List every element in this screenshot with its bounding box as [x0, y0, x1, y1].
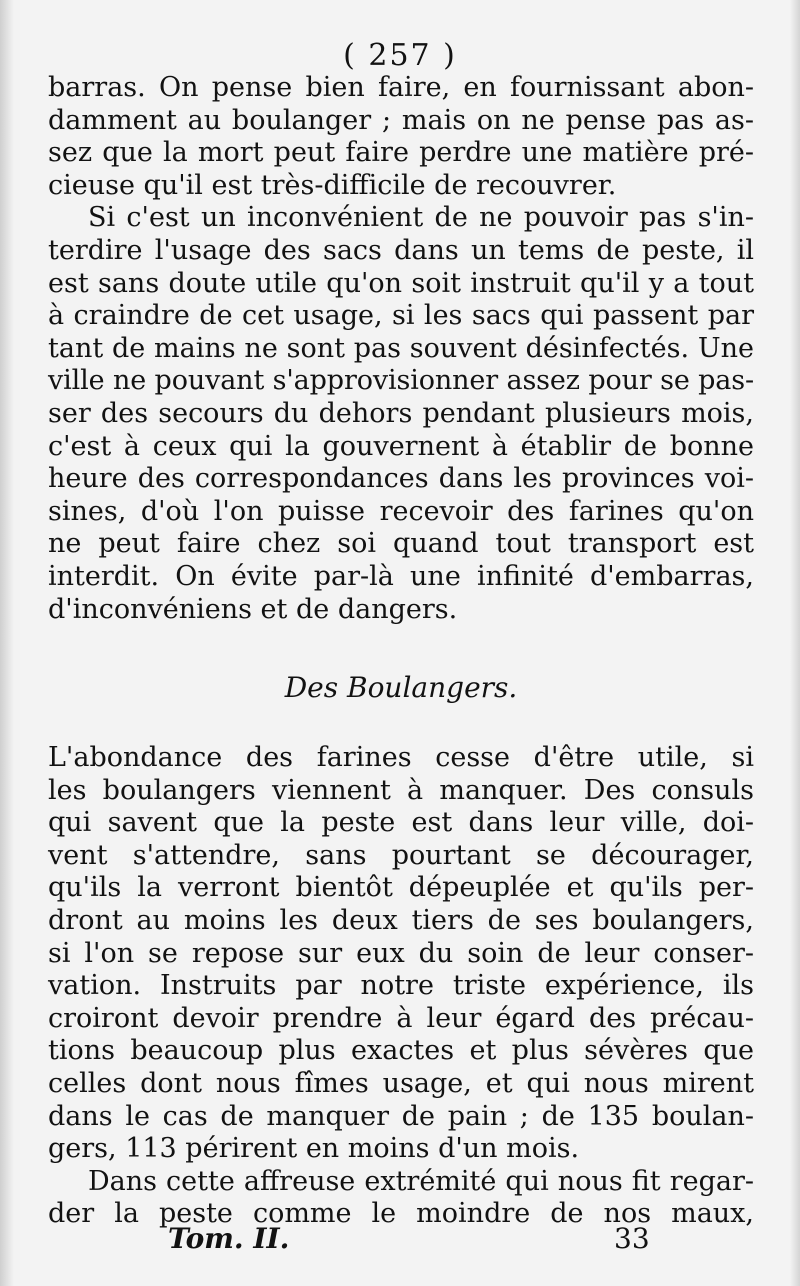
text-line: terdire l'usage des sacs dans un tems de peste, il: [48, 234, 754, 266]
text-line: Si c'est un inconvénient de ne pouvoir pas s'in-: [88, 202, 754, 234]
text-line: sez que la mort peut faire perdre une matière pré-: [48, 137, 754, 169]
text-line: est sans doute utile qu'on soit instruit qu'il y a tout: [48, 267, 754, 299]
text-line: croiront devoir prendre à leur égard des précau-: [48, 1002, 754, 1034]
text-line: gers, 113 périrent en moins d'un mois.: [48, 1133, 580, 1165]
text-line: cieuse qu'il est très-difficile de recouvrer.: [48, 169, 617, 201]
tome-label: Tom. II.: [168, 1222, 290, 1255]
page-number: ( 257 ): [343, 38, 457, 73]
text-line: ser des secours du dehors pendant plusieurs mois,: [48, 397, 754, 429]
text-line: Dans cette affreuse extrémité qui nous fit regar-: [88, 1165, 754, 1197]
section-heading: Des Boulangers.: [284, 671, 518, 705]
text-line: barras. On pense bien faire, en fournissant abon-: [48, 72, 754, 103]
paragraph-2: [48, 202, 754, 626]
body-text: [48, 72, 754, 1231]
page-edge-left: [0, 0, 14, 1286]
paragraph-1: [48, 72, 754, 202]
text-line: damment au boulanger ; mais on ne pense pas as-: [48, 104, 754, 136]
text-line: qu'ils la verront bientôt dépeuplée et qu'ils per-: [48, 872, 754, 904]
paragraph-3: [48, 742, 754, 1166]
text-line: à craindre de cet usage, si les sacs qui passent par: [48, 300, 754, 332]
text-line: heure des correspondances dans les provinces voi-: [48, 463, 754, 495]
text-line: vation. Instruits par notre triste expérience, ils: [48, 970, 754, 1002]
text-line: vent s'attendre, sans pourtant se décourager,: [48, 839, 754, 871]
text-line: interdit. On évite par-là une infinité d'embarras,: [48, 560, 754, 592]
text-line: qui savent que la peste est dans leur ville, doi-: [48, 807, 754, 839]
text-line: dront au moins les deux tiers de ses boulangers,: [48, 905, 754, 937]
text-line: d'inconvéniens et de dangers.: [48, 593, 458, 625]
signature-mark: 33: [614, 1222, 650, 1255]
text-line: der la peste comme le moindre de nos maux,: [48, 1198, 754, 1230]
text-line: les boulangers viennent à manquer. Des consuls: [48, 774, 754, 806]
text-line: ne peut faire chez soi quand tout transport est: [48, 528, 754, 560]
text-line: dans le cas de manquer de pain ; de 135 boulan-: [48, 1100, 754, 1132]
text-line: L'abondance des farines cesse d'être utile, si: [48, 742, 754, 774]
text-line: ville ne pouvant s'approvisionner assez pour se pas-: [48, 365, 755, 397]
text-line: tant de mains ne sont pas souvent désinfectés. Une: [48, 332, 754, 364]
text-line: sines, d'où l'on puisse recevoir des farines qu'on: [48, 495, 754, 527]
text-line: celles dont nous fîmes usage, et qui nous mirent: [48, 1068, 754, 1100]
text-line: c'est à ceux qui la gouvernent à établir de bonne: [48, 430, 754, 462]
page-footer: [0, 1222, 800, 1262]
text-line: si l'on se repose sur eux du soin de leur conser-: [48, 937, 754, 969]
page-edge-right: [790, 0, 800, 1286]
text-line: tions beaucoup plus exactes et plus sévères que: [48, 1035, 754, 1067]
